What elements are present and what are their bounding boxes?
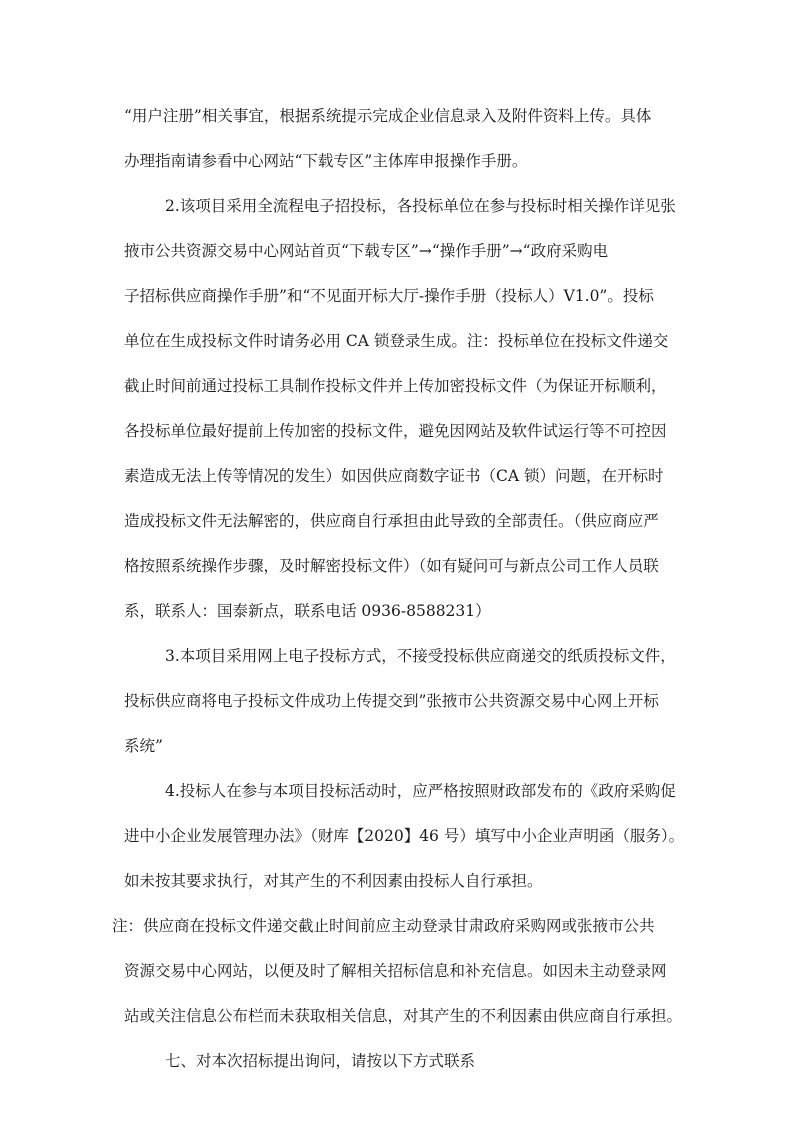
text-line: “用户注册”相关事宜，根据系统提示完成企业信息录入及附件资料上传。具体 — [124, 107, 652, 125]
text-line: 系统” — [124, 737, 163, 755]
paragraph-2-line: 2.该项目采用全流程电子招投标，各投标单位在参与投标时相关操作详见张 — [165, 197, 676, 215]
contact-line: 系，联系人：国泰新点，联系电话 0936-8588231） — [124, 602, 491, 620]
paragraph-4-line: 4.投标人在参与本项目投标活动时，应严格按照财政部发布的《政府采购促 — [165, 782, 676, 800]
text-line: 如未按其要求执行，对其产生的不利因素由投标人自行承担。 — [124, 872, 543, 890]
text-line: 站或关注信息公布栏而未获取相关信息，对其产生的不利因素由供应商自行承担。 — [124, 1007, 683, 1025]
text-line: 造成投标文件无法解密的，供应商自行承担由此导致的全部责任。（供应商应严 — [124, 512, 659, 530]
text-line: 素造成无法上传等情况的发生）如因供应商数字证书（CA 锁）问题，在开标时 — [124, 467, 664, 485]
text-line: 投标供应商将电子投标文件成功上传提交到”张掖市公共资源交易中心网上开标 — [124, 692, 659, 710]
text-line: 掖市公共资源交易中心网站首页“下载专区”→“操作手册”→“政府采购电 — [124, 242, 609, 260]
text-line: 截止时间前通过投标工具制作投标文件并上传加密投标文件（为保证开标顺利， — [124, 377, 667, 395]
section-heading: 七、对本次招标提出询问，请按以下方式联系 — [165, 1052, 476, 1070]
text-line: 子招标供应商操作手册”和“不见面开标大厅-操作手册（投标人）V1.0”。投标 — [124, 287, 654, 305]
text-line: 各投标单位最好提前上传加密的投标文件，避免因网站及软件试运行等不可控因 — [124, 422, 667, 440]
paragraph-3-line: 3.本项目采用网上电子投标方式，不接受投标供应商递交的纸质投标文件， — [165, 647, 676, 665]
note-line: 注：供应商在投标文件递交截止时间前应主动登录甘肃政府采购网或张掖市公共 — [112, 917, 655, 935]
text-line: 格按照系统操作步骤，及时解密投标文件）（如有疑问可与新点公司工作人员联 — [124, 557, 659, 575]
text-line: 办理指南请参看中心网站“下载专区”主体库申报操作手册。 — [124, 152, 528, 170]
text-line: 资源交易中心网站，以便及时了解相关招标信息和补充信息。如因未主动登录网 — [124, 962, 667, 980]
text-line: 单位在生成投标文件时请务必用 CA 锁登录生成。注：投标单位在投标文件递交 — [124, 332, 669, 350]
text-line: 进中小企业发展管理办法》（财库【2020】46 号）填写中小企业声明函（服务）。 — [124, 827, 685, 845]
